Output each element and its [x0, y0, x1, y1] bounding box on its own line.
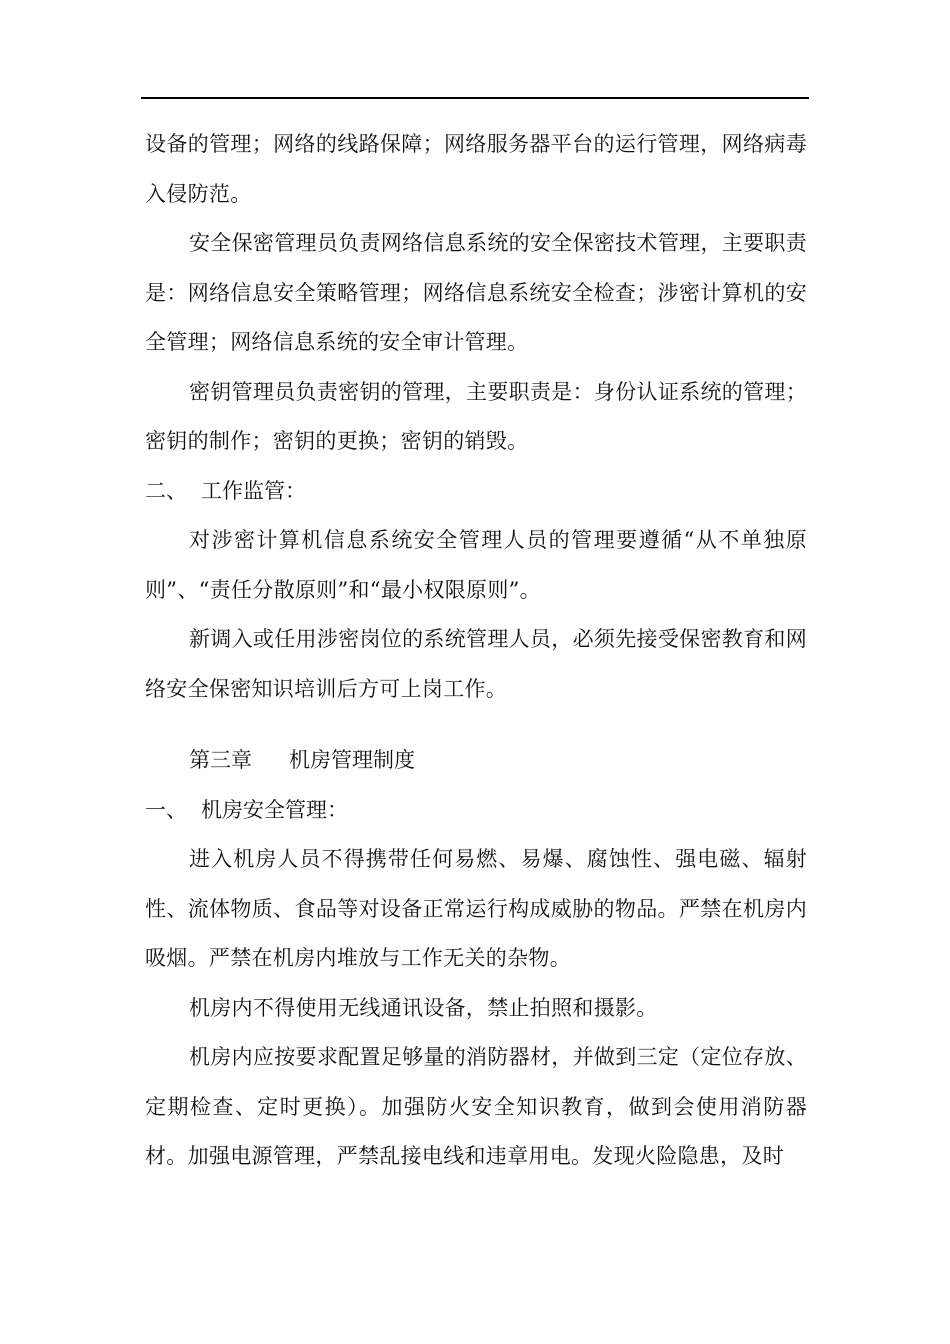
- document-body: [145, 120, 807, 1182]
- document-page: [145, 0, 807, 1344]
- section-number: 一、: [145, 797, 187, 822]
- chapter-heading: [145, 736, 807, 786]
- paragraph-fire-safety: 机房内应按要求配置足够量的消防器材，并做到三定（定位存放、定期检查、定时更换）。加强防火安全知识教育，做到会使用消防器材。加强电源管理，严禁乱接电线和违章用电。发现火险隐患，及时: [145, 1045, 807, 1168]
- paragraph-network-admin-duties: 设备的管理；网络的线路保障；网络服务器平台的运行管理，网络病毒入侵防范。: [145, 132, 807, 206]
- section-title: 机房安全管理：: [201, 797, 348, 822]
- section-heading-room-safety: [145, 786, 807, 836]
- paragraph-new-staff: 新调入或任用涉密岗位的系统管理人员，必须先接受保密教育和网络安全保密知识培训后方可上岗工作。: [145, 627, 807, 701]
- chapter-title: 机房管理制度: [289, 748, 415, 772]
- section-number: 二、: [145, 478, 187, 503]
- paragraph-key-admin: 密钥管理员负责密钥的管理，主要职责是：身份认证系统的管理；密钥的制作；密钥的更换；密钥的销毁。: [145, 379, 807, 453]
- header-rule: [141, 97, 809, 99]
- section-heading-supervision: [145, 467, 807, 517]
- paragraph-prohibited-items: 进入机房人员不得携带任何易燃、易爆、腐蚀性、强电磁、辐射性、流体物质、食品等对设备正常运行构成威胁的物品。严禁在机房内吸烟。严禁在机房内堆放与工作无关的杂物。: [145, 847, 807, 970]
- paragraph-security-admin: 安全保密管理员负责网络信息系统的安全保密技术管理，主要职责是：网络信息安全策略管理；网络信息系统安全检查；涉密计算机的安全管理；网络信息系统的安全审计管理。: [145, 231, 807, 354]
- paragraph-principles: 对涉密计算机信息系统安全管理人员的管理要遵循“从不单独原则”、“责任分散原则”和“最小权限原则”。: [145, 528, 807, 602]
- chapter-number: 第三章: [189, 748, 252, 772]
- paragraph-no-wireless: 机房内不得使用无线通讯设备，禁止拍照和摄影。: [189, 995, 658, 1020]
- section-title: 工作监管：: [201, 478, 306, 503]
